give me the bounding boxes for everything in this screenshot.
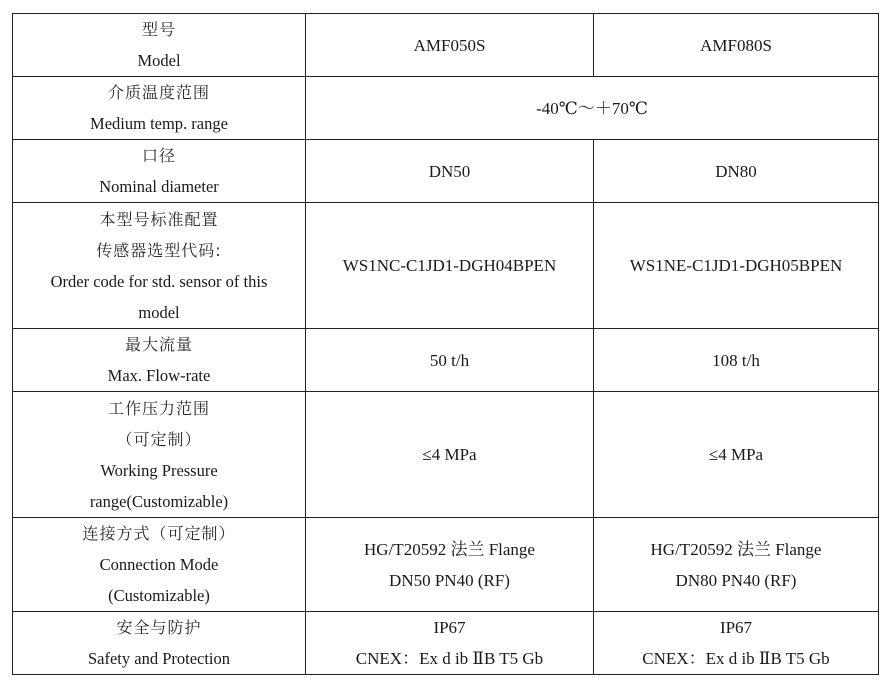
value-line: IP67 xyxy=(433,618,466,637)
label-line: Medium temp. range xyxy=(90,114,228,133)
table-row-nominal-diameter xyxy=(13,140,879,203)
row-label-nominal-diameter xyxy=(13,140,306,203)
value-cell-amf050s xyxy=(306,203,594,329)
value-line: CNEX：Ex d ib ⅡB T5 Gb xyxy=(642,649,830,668)
label-line: Order code for std. sensor of this xyxy=(50,271,268,291)
label-line: (Customizable) xyxy=(108,586,210,605)
specification-table xyxy=(12,13,879,675)
table-row-order-code xyxy=(13,203,879,329)
table-row-safety-protection xyxy=(13,612,879,675)
value-line: WS1NC-C1JD1-DGH04BPEN xyxy=(342,256,557,275)
value-cell-amf050s xyxy=(306,518,594,612)
label-line: Nominal diameter xyxy=(99,177,219,196)
value-cell-amf080s xyxy=(594,14,879,77)
value-line: 108 t/h xyxy=(712,350,760,370)
value-line: DN50 xyxy=(428,161,471,181)
label-line: Model xyxy=(137,51,181,70)
label-line: 连接方式（可定制） xyxy=(82,524,236,543)
table-row-max-flow-rate xyxy=(13,329,879,392)
value-line: CNEX：Ex d ib ⅡB T5 Gb xyxy=(355,649,544,668)
table-row-connection-mode xyxy=(13,518,879,612)
value-line: HG/T20592 法兰 Flange xyxy=(364,539,535,559)
value-line: DN50 PN40 (RF) xyxy=(389,570,510,590)
value-line: ≤4 MPa xyxy=(708,445,764,464)
value-line: AMF080S xyxy=(700,35,772,55)
value-cell-amf080s xyxy=(594,203,879,329)
label-line: 传感器选型代码: xyxy=(96,240,222,260)
value-cell-amf050s xyxy=(306,329,594,392)
value-cell-amf080s xyxy=(594,140,879,203)
row-label-connection-mode xyxy=(13,518,306,612)
value-cell-merged-temp xyxy=(306,77,879,140)
value-cell-amf080s xyxy=(594,329,879,392)
label-line: Working Pressure xyxy=(100,460,218,480)
label-line: 最大流量 xyxy=(124,335,193,354)
value-cell-amf050s xyxy=(306,612,594,675)
row-label-model xyxy=(13,14,306,77)
row-label-safety-protection xyxy=(13,612,306,675)
value-line: DN80 xyxy=(715,161,757,181)
value-cell-amf050s xyxy=(306,140,594,203)
value-line: DN80 PN40 (RF) xyxy=(675,570,797,590)
label-line: Max. Flow-rate xyxy=(107,366,211,385)
label-line: 工作压力范围 xyxy=(107,398,210,418)
value-cell-amf050s xyxy=(306,392,594,518)
label-line: range(Customizable) xyxy=(89,491,229,511)
row-label-medium-temp xyxy=(13,77,306,140)
table-row-working-pressure xyxy=(13,392,879,518)
value-line: ≤4 MPa xyxy=(422,445,477,464)
value-line: IP67 xyxy=(719,618,753,637)
label-line: model xyxy=(138,302,180,322)
table-row-medium-temp xyxy=(13,77,879,140)
value-line: AMF050S xyxy=(413,35,486,55)
value-cell-amf080s xyxy=(594,392,879,518)
value-cell-amf080s xyxy=(594,612,879,675)
value-cell-amf080s xyxy=(594,518,879,612)
label-line: Connection Mode xyxy=(99,555,219,574)
value-cell-amf050s xyxy=(306,14,594,77)
value-line: -40℃～＋70℃ xyxy=(536,98,648,118)
row-label-max-flow-rate xyxy=(13,329,306,392)
label-line: （可定制） xyxy=(116,429,202,449)
label-line: 本型号标准配置 xyxy=(99,209,219,229)
label-line: Safety and Protection xyxy=(87,649,231,668)
row-label-order-code xyxy=(13,203,306,329)
label-line: 口径 xyxy=(141,146,176,165)
value-line: HG/T20592 法兰 Flange xyxy=(650,539,822,559)
value-line: WS1NE-C1JD1-DGH05BPEN xyxy=(629,256,843,275)
value-line: 50 t/h xyxy=(429,350,470,370)
row-label-working-pressure xyxy=(13,392,306,518)
label-line: 介质温度范围 xyxy=(107,83,210,102)
label-line: 安全与防护 xyxy=(116,618,202,637)
table-row-model xyxy=(13,14,879,77)
label-line: 型号 xyxy=(141,20,176,39)
